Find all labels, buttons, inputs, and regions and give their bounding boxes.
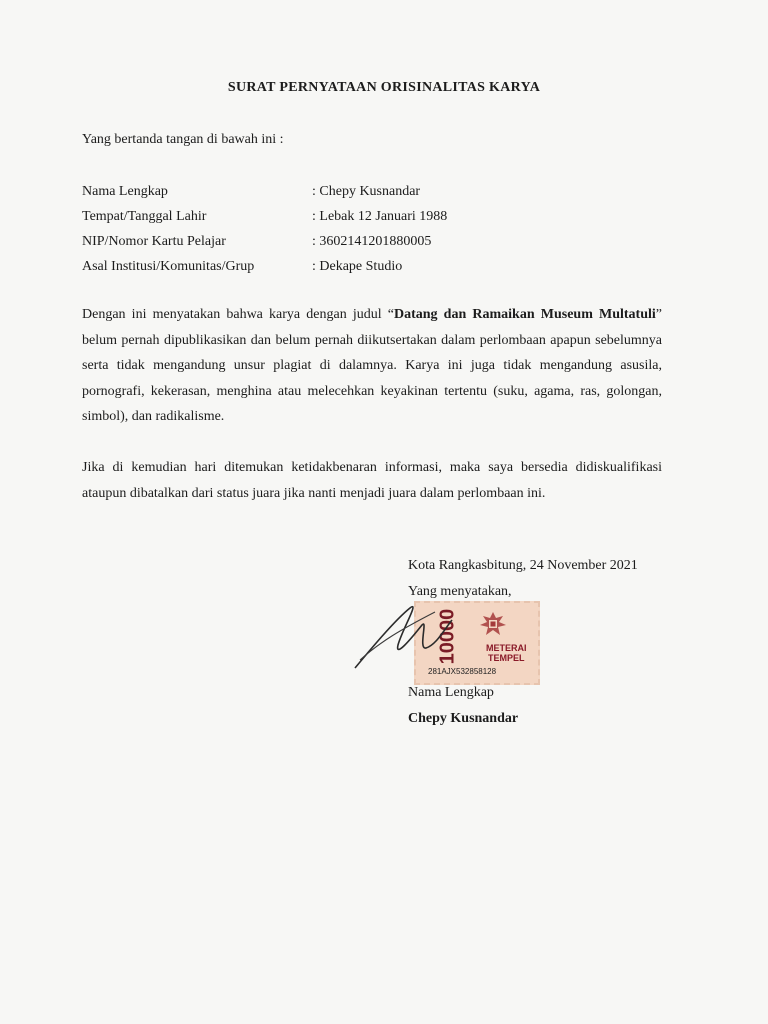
field-value: : Chepy Kusnandar (312, 184, 421, 199)
field-row-id-number (82, 232, 447, 257)
handwritten-signature (340, 590, 460, 680)
field-value: : 3602141201880005 (312, 234, 432, 249)
stamp-label-line1: METERAI (486, 643, 527, 653)
stamp-label-line2: TEMPEL (487, 653, 525, 663)
stamp-label (486, 643, 527, 663)
field-label: NIP/Nomor Kartu Pelajar (82, 234, 226, 249)
field-label: Asal Institusi/Komunitas/Grup (82, 259, 255, 274)
field-label: Tempat/Tanggal Lahir (82, 209, 207, 224)
field-row-name (82, 182, 447, 207)
statement-text-after: ” belum pernah dipublikasikan dan belum pernah diikutsertakan dalam perlombaan apapun sebelumnya serta tidak mengandung unsur plagiat di dalamnya. Karya ini juga tidak mengandung asusila, pornografi, kekerasan, menghina atau melecehkan keyakinan tertentu (suku, agama, ras, golongan, simbol), dan radikalisme. (82, 307, 662, 425)
disclaimer-paragraph: Jika di kemudian hari ditemukan ketidakbenaran informasi, maka saya bersedia didiskualifikasi ataupun dibatalkan dari status juara jika nanti menjadi juara dalam perlombaan ini. (82, 460, 662, 501)
field-value: : Dekape Studio (312, 259, 403, 274)
statement-text-before: Dengan ini menyatakan bahwa karya dengan judul “ (82, 307, 394, 322)
intro-text: Yang bertanda tangan di bawah ini : (82, 132, 284, 147)
identity-fields (82, 182, 447, 282)
closing-text: Yang menyatakan, (408, 584, 512, 599)
document-title: SURAT PERNYATAAN ORISINALITAS KARYA (227, 80, 541, 95)
signer-role: Nama Lengkap (408, 685, 494, 700)
stamp-value: 10000 (436, 608, 459, 665)
place-date: Kota Rangkasbitung, 24 November 2021 (408, 558, 638, 573)
garuda-emblem-icon (476, 609, 510, 641)
statement-paragraph (82, 302, 662, 430)
signer-name: Chepy Kusnandar (408, 711, 519, 726)
field-row-birth (82, 207, 447, 232)
field-row-institution (82, 257, 447, 282)
field-value: : Lebak 12 Januari 1988 (312, 209, 448, 224)
stamp-serial: 281AJX532858128 (428, 667, 497, 676)
work-title: Datang dan Ramaikan Museum Multatuli (393, 307, 656, 322)
field-label: Nama Lengkap (82, 184, 168, 199)
